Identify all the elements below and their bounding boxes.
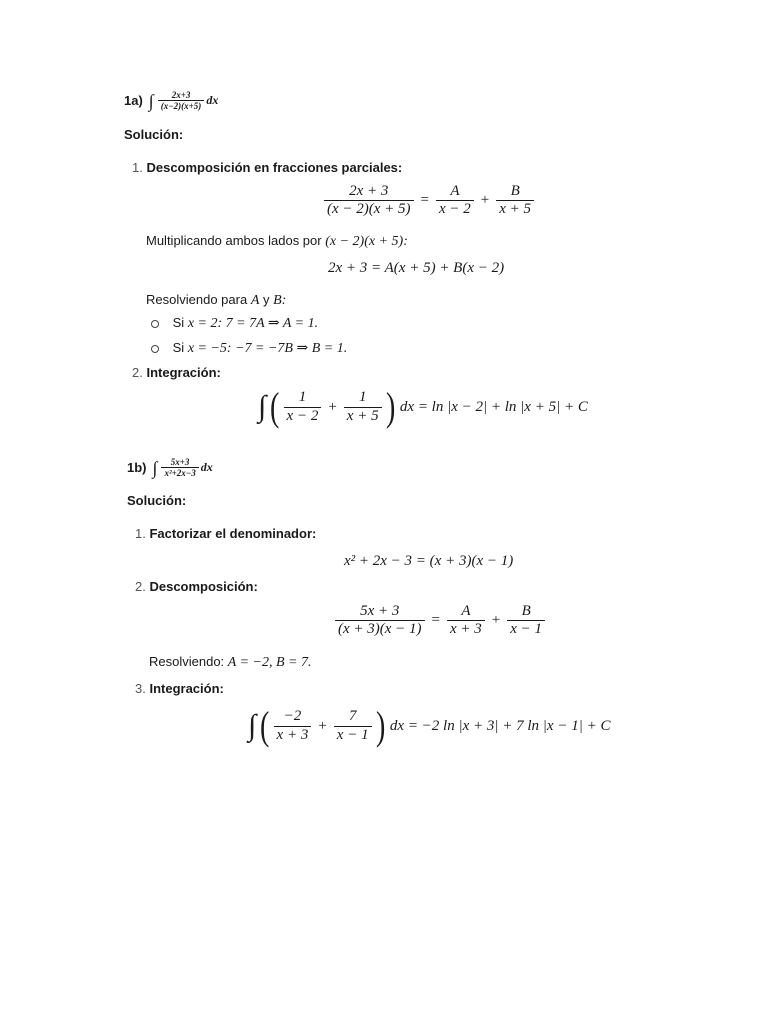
- fraction: $\frac{2x+3}{(x-2)(x+5)}$: [158, 90, 205, 112]
- fraction: $\frac{7}{x - 1}$: [334, 708, 372, 744]
- fraction: $\frac{A}{x + 3}$: [447, 603, 485, 639]
- solution-heading: Solución:: [127, 493, 187, 508]
- problem-1b-header: [127, 457, 213, 479]
- problem-1a-header: [124, 90, 218, 112]
- solution-heading: Solución:: [124, 127, 184, 142]
- bullet-icon: [151, 345, 159, 353]
- integral-sign: ∫: [152, 457, 158, 478]
- solve-text: Resolviendo para A y B:: [146, 292, 287, 308]
- equation-factor: x² + 2x − 3 = (x + 3)(x − 1): [344, 553, 514, 569]
- fraction: $\frac{5x+3}{\text{x²+2x−3}}$: [161, 457, 198, 479]
- fraction: $\frac{A}{x - 2}$: [436, 183, 474, 219]
- list-item: Si x = −5: −7 = −7B ⇒ B = 1.: [151, 340, 347, 357]
- step-1a-2: 2. Integración:: [132, 365, 221, 380]
- multiply-text: Multiplicando ambos lados por (x − 2)(x + 5):: [146, 233, 408, 249]
- equation-integration: ∫ ( $\frac{1}{x - 2}$ + $\frac{1}{x + 5}$ ) dx = ln |x − 2| + ln |x + 5| + C: [258, 384, 588, 429]
- problem-label: 1a): [124, 93, 143, 109]
- fraction: $\frac{-2}{x + 3}$: [274, 708, 312, 744]
- fraction: $\frac{1}{x + 5}$: [344, 389, 382, 425]
- fraction: $\frac{5x + 3}{(x + 3)(x - 1)}$: [335, 603, 425, 639]
- step-1b-3: 3. Integración:: [135, 681, 224, 696]
- fraction: $\frac{1}{x - 2}$: [284, 389, 322, 425]
- integral-sign: ∫: [148, 90, 154, 111]
- bullet-icon: [151, 320, 159, 328]
- problem-label: 1b): [127, 460, 147, 476]
- equation-integration: ∫ ( $\frac{-2}{x + 3}$ + $\frac{7}{x - 1}$ ) dx = −2 ln |x + 3| + 7 ln |x − 1| + C: [248, 703, 611, 748]
- problem-integral: ∫ $\frac{2x+3}{(x-2)(x+5)}$ dx: [148, 90, 219, 112]
- solve-text: Resolviendo: A = −2, B = 7.: [149, 654, 312, 670]
- equation-partial-fractions: $\frac{2x + 3}{(x - 2)(x + 5)}$ = $\frac{A}{x - 2}$ + $\frac{B}{x + 5}$: [322, 183, 536, 219]
- list-item: Si x = 2: 7 = 7A ⇒ A = 1.: [151, 315, 318, 332]
- fraction: $\frac{B}{x - 1}$: [507, 603, 545, 639]
- step-1b-2: 2. Descomposición:: [135, 579, 258, 594]
- equation-multiplied: 2x + 3 = A(x + 5) + B(x − 2): [328, 260, 505, 276]
- fraction: $\frac{2x + 3}{(x - 2)(x + 5)}$: [324, 183, 414, 219]
- problem-integral: ∫ $\frac{5x+3}{\text{x²+2x−3}}$ dx: [152, 457, 213, 479]
- integral-sign: ∫: [248, 709, 257, 742]
- fraction: $\frac{B}{x + 5}$: [496, 183, 534, 219]
- step-1a-1: 1. Descomposición en fracciones parciales:: [132, 160, 403, 175]
- integral-sign: ∫: [258, 390, 267, 423]
- step-1b-1: 1. Factorizar el denominador:: [135, 526, 317, 541]
- equation-decomposition: $\frac{5x + 3}{(x + 3)(x - 1)}$ = $\frac{A}{x + 3}$ + $\frac{B}{x - 1}$: [333, 603, 547, 639]
